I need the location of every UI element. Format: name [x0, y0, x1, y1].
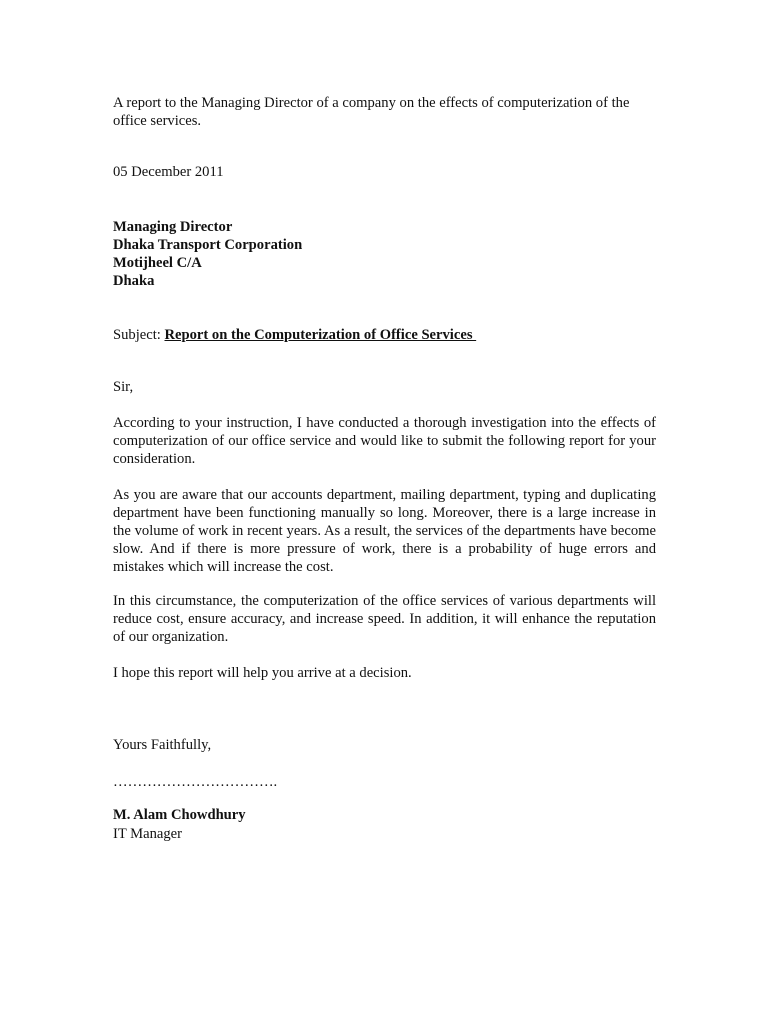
report-intro: A report to the Managing Director of a company on the effects of computerization of the office services. — [113, 95, 630, 129]
sender-name: M. Alam Chowdhury — [113, 807, 246, 823]
report-date: 05 December 2011 — [113, 164, 224, 180]
recipient-title: Managing Director — [113, 219, 233, 235]
salutation: Sir, — [113, 379, 134, 395]
subject-label: Subject: — [113, 327, 165, 343]
subject-title: Report on the Computerization of Office Services — [164, 327, 477, 343]
body-paragraph-3: In this circumstance, the computerization of the office services of various departments will reduce cost, ensure accuracy, and increase speed. In addition, it will enhance the reputation of our organization. — [113, 593, 656, 645]
sender-position: IT Manager — [113, 826, 183, 842]
signature-line: ……………………………. — [113, 774, 278, 790]
body-paragraph-2: As you are aware that our accounts department, mailing department, typing and duplicating department have been functioning manually so long. Moreover, there is a large increase in the volume of work in recent years. As a result, the services of the departments have become slow. And if there is more pressure of work, there is a probability of huge errors and mistakes which will increase the cost. — [113, 487, 656, 575]
subject-line — [113, 326, 656, 344]
recipient-city: Dhaka — [113, 273, 155, 289]
recipient-organization: Dhaka Transport Corporation — [113, 237, 303, 253]
body-paragraph-4: I hope this report will help you arrive at a decision. — [113, 665, 412, 681]
closing: Yours Faithfully, — [113, 737, 212, 753]
recipient-area: Motijheel C/A — [113, 255, 202, 271]
body-paragraph-1: According to your instruction, I have conducted a thorough investigation into the effects of computerization of our office service and would like to submit the following report for your consideration. — [113, 415, 656, 467]
recipient-address — [113, 218, 656, 290]
